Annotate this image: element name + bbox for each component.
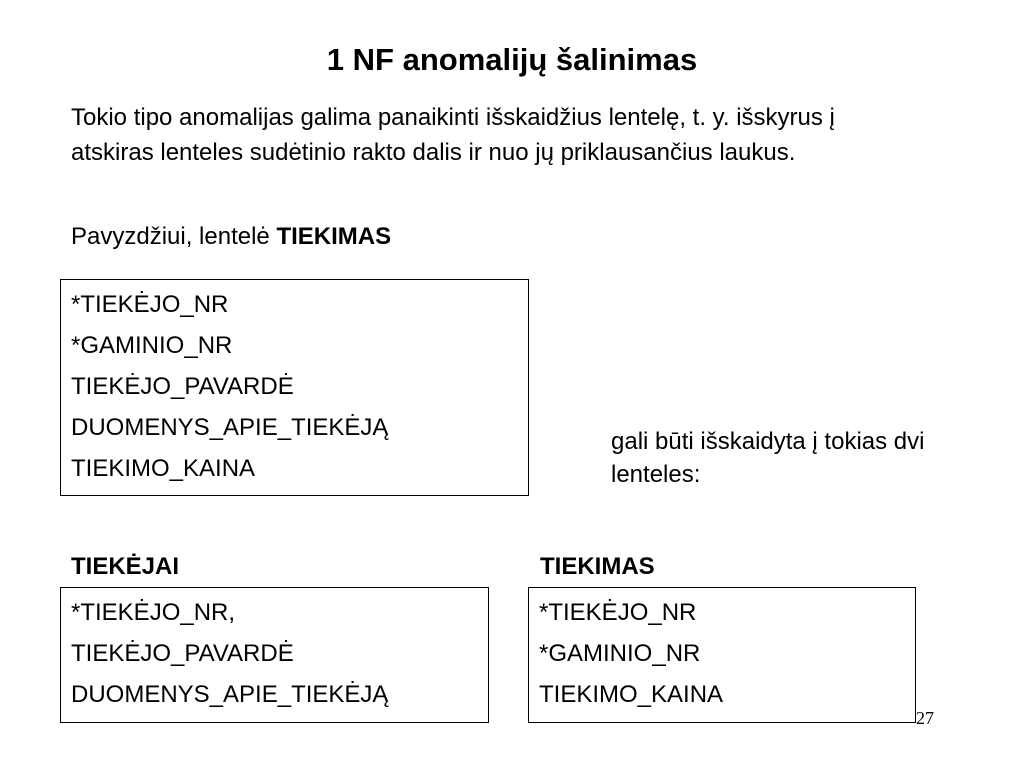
original-table-field: *GAMINIO_NR bbox=[71, 332, 233, 359]
supply-table-field: *TIEKĖJO_NR bbox=[539, 599, 697, 626]
slide-title: 1 NF anomalijų šalinimas bbox=[326, 42, 698, 77]
intro-paragraph bbox=[71, 100, 901, 170]
suppliers-table-box bbox=[60, 587, 489, 723]
suppliers-table-field: *TIEKĖJO_NR, bbox=[71, 599, 236, 626]
supply-table-box bbox=[528, 587, 916, 723]
page-number: 27 bbox=[916, 708, 934, 728]
side-note: gali būti išskaidyta į tokias dvi lenteles: bbox=[611, 428, 925, 488]
intro-text: Tokio tipo anomalijas galima panaikinti išskaidžius lentelę, t. y. išskyrus į atskiras lenteles sudėtinio rakto dalis ir nuo jų priklausančius laukus. bbox=[71, 104, 835, 166]
example-line bbox=[71, 219, 391, 254]
example-table-name: TIEKIMAS bbox=[276, 223, 392, 250]
split-table-heading-supply: TIEKIMAS bbox=[540, 553, 655, 580]
original-table-field: *TIEKĖJO_NR bbox=[71, 291, 229, 318]
original-table-field: DUOMENYS_APIE_TIEKĖJĄ bbox=[71, 414, 389, 441]
suppliers-table-field: DUOMENYS_APIE_TIEKĖJĄ bbox=[71, 681, 389, 708]
original-table-box bbox=[60, 279, 529, 496]
split-table-heading-suppliers: TIEKĖJAI bbox=[71, 553, 180, 580]
original-table-field: TIEKĖJO_PAVARDĖ bbox=[71, 373, 294, 400]
supply-table-field: TIEKIMO_KAINA bbox=[539, 681, 724, 708]
example-prefix: Pavyzdžiui, lentelė bbox=[71, 223, 277, 250]
suppliers-table-field: TIEKĖJO_PAVARDĖ bbox=[71, 640, 294, 667]
supply-table-field: *GAMINIO_NR bbox=[539, 640, 701, 667]
original-table-field: TIEKIMO_KAINA bbox=[71, 455, 256, 482]
